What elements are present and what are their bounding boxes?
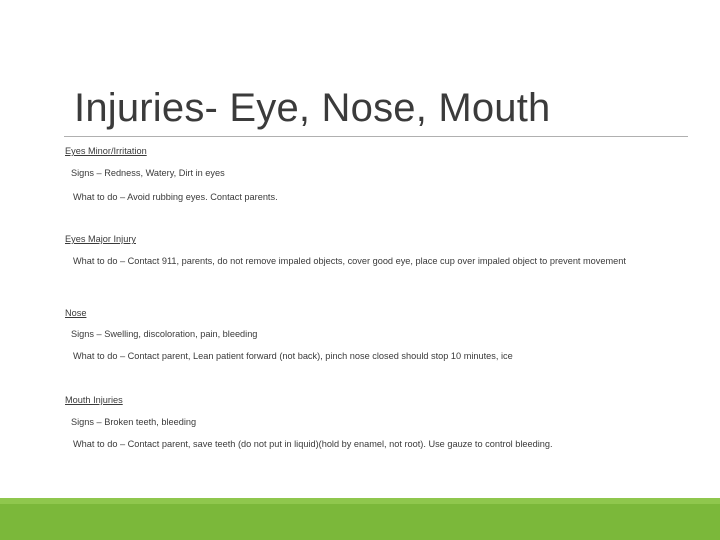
- eyes-minor-what-to-do: What to do – Avoid rubbing eyes. Contact parents.: [73, 192, 278, 202]
- footer-accent-bar: [0, 498, 720, 540]
- eyes-major-what-to-do: What to do – Contact 911, parents, do not remove impaled objects, cover good eye, place cup over impaled object to prevent movement: [73, 256, 626, 266]
- mouth-what-to-do: What to do – Contact parent, save teeth (do not put in liquid)(hold by enamel, not root). Use gauze to control bleeding.: [73, 439, 553, 449]
- eyes-minor-heading: Eyes Minor/Irritation: [65, 146, 147, 156]
- footer-accent-highlight: [0, 498, 720, 504]
- nose-heading: Nose: [65, 308, 87, 318]
- eyes-minor-signs: Signs – Redness, Watery, Dirt in eyes: [71, 168, 225, 178]
- slide-title: Injuries- Eye, Nose, Mouth: [74, 86, 551, 130]
- nose-what-to-do: What to do – Contact parent, Lean patient forward (not back), pinch nose closed should stop 10 minutes, ice: [73, 351, 513, 361]
- mouth-signs: Signs – Broken teeth, bleeding: [71, 417, 197, 427]
- mouth-heading: Mouth Injuries: [65, 395, 123, 405]
- nose-signs: Signs – Swelling, discoloration, pain, bleeding: [71, 329, 258, 339]
- eyes-major-heading: Eyes Major Injury: [65, 234, 136, 244]
